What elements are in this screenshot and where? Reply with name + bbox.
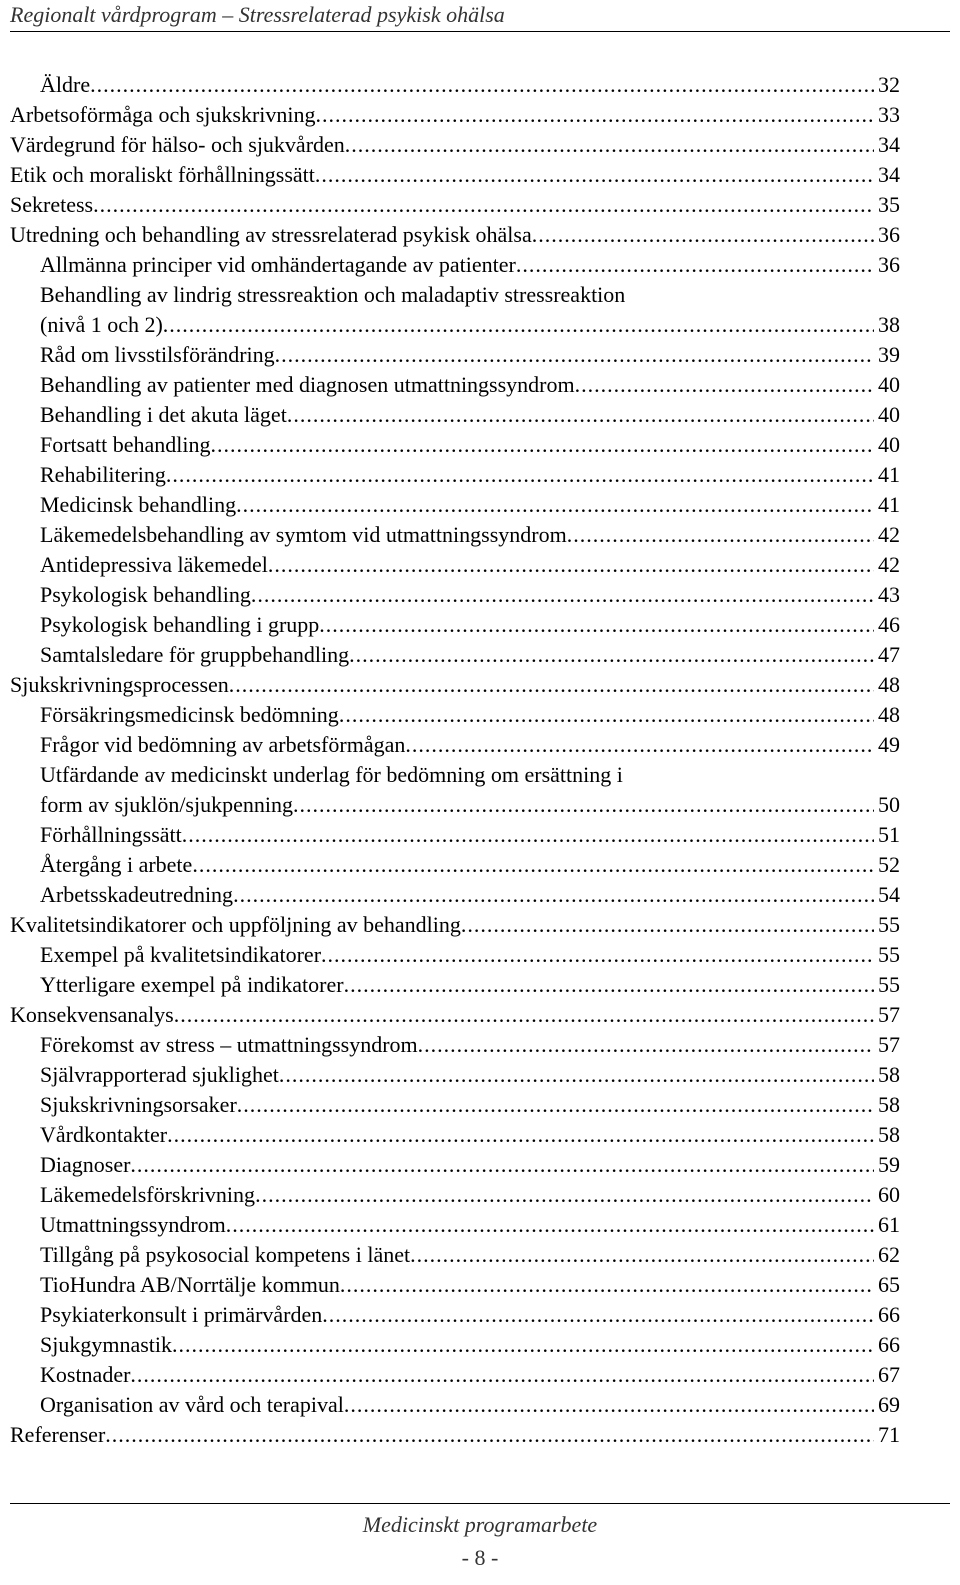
toc-entry[interactable] bbox=[10, 70, 900, 100]
toc-entry-page: 40 bbox=[878, 372, 900, 397]
toc-entry[interactable] bbox=[10, 910, 900, 940]
toc-entry[interactable] bbox=[10, 1390, 900, 1420]
toc-entry-page: 46 bbox=[878, 612, 900, 637]
dot-leader bbox=[90, 70, 874, 100]
dot-leader bbox=[163, 310, 874, 340]
dot-leader bbox=[167, 1120, 874, 1150]
toc-entry-title: form av sjuklön/sjukpenning bbox=[40, 792, 293, 817]
toc-entry-title: Behandling av lindrig stressreaktion och maladaptiv stressreaktion bbox=[40, 282, 626, 307]
toc-entry[interactable] bbox=[10, 1000, 900, 1030]
dot-leader bbox=[321, 940, 874, 970]
toc-entry[interactable] bbox=[10, 1270, 900, 1300]
toc-entry[interactable] bbox=[10, 280, 900, 310]
toc-entry-title: Behandling i det akuta läget bbox=[40, 402, 287, 427]
toc-entry-title: Diagnoser bbox=[40, 1152, 131, 1177]
dot-leader bbox=[344, 970, 874, 1000]
dot-leader bbox=[93, 190, 874, 220]
toc-entry-page: 34 bbox=[878, 162, 900, 187]
dot-leader bbox=[319, 610, 874, 640]
toc-entry-page: 60 bbox=[878, 1182, 900, 1207]
dot-leader bbox=[532, 220, 874, 250]
toc-entry-page: 35 bbox=[878, 192, 900, 217]
dot-leader bbox=[567, 520, 874, 550]
toc-entry-title: Behandling av patienter med diagnosen utmattningssyndrom bbox=[40, 372, 575, 397]
toc-entry-title: Sekretess bbox=[10, 192, 94, 217]
toc-entry[interactable] bbox=[10, 490, 900, 520]
toc-entry[interactable] bbox=[10, 640, 900, 670]
dot-leader bbox=[182, 820, 874, 850]
toc-entry-page: 57 bbox=[878, 1032, 900, 1057]
toc-entry[interactable] bbox=[10, 850, 900, 880]
dot-leader bbox=[405, 730, 874, 760]
dot-leader bbox=[255, 1180, 874, 1210]
toc-entry-title: Förhållningssätt bbox=[40, 822, 182, 847]
dot-leader bbox=[316, 100, 875, 130]
dot-leader bbox=[251, 580, 874, 610]
toc-entry[interactable] bbox=[10, 550, 900, 580]
toc-entry-title: Värdegrund för hälso- och sjukvården bbox=[10, 132, 345, 157]
toc-entry-page: 58 bbox=[878, 1122, 900, 1147]
toc-entry-page: 66 bbox=[878, 1302, 900, 1327]
toc-entry-page: 69 bbox=[878, 1392, 900, 1417]
toc-entry-page: 34 bbox=[878, 132, 900, 157]
toc-entry-page: 71 bbox=[878, 1422, 900, 1447]
toc-entry-title: Samtalsledare för gruppbehandling bbox=[40, 642, 350, 667]
toc-entry-page: 57 bbox=[878, 1002, 900, 1027]
toc-entry-title: Självrapporterad sjuklighet bbox=[40, 1062, 279, 1087]
dot-leader bbox=[410, 1240, 874, 1270]
dot-leader bbox=[174, 1000, 874, 1030]
toc-entry[interactable] bbox=[10, 250, 900, 280]
dot-leader bbox=[349, 640, 874, 670]
toc-entry-title: Utfärdande av medicinskt underlag för bedömning om ersättning i bbox=[40, 762, 623, 787]
dot-leader bbox=[210, 430, 874, 460]
toc-entry-title: Etik och moraliskt förhållningssätt bbox=[10, 162, 315, 187]
toc-entry-page: 36 bbox=[878, 252, 900, 277]
toc-entry-title: Antidepressiva läkemedel bbox=[40, 552, 268, 577]
toc-entry[interactable] bbox=[10, 1090, 900, 1120]
toc-entry-page: 41 bbox=[878, 492, 900, 517]
toc-entry-title: Referenser bbox=[10, 1422, 106, 1447]
dot-leader bbox=[418, 1030, 874, 1060]
toc-entry-title: Förekomst av stress – utmattningssyndrom bbox=[40, 1032, 418, 1057]
toc-entry[interactable] bbox=[10, 970, 900, 1000]
dot-leader bbox=[226, 1210, 874, 1240]
toc-entry[interactable] bbox=[10, 340, 900, 370]
toc-entry-title: Återgång i arbete bbox=[40, 852, 193, 877]
toc-entry-title: Rehabilitering bbox=[40, 462, 166, 487]
toc-entry[interactable] bbox=[10, 880, 900, 910]
dot-leader bbox=[340, 1270, 874, 1300]
toc-entry[interactable] bbox=[10, 1150, 900, 1180]
toc-entry-page: 42 bbox=[878, 522, 900, 547]
toc-entry-page: 32 bbox=[878, 72, 900, 97]
toc-entry-title: (nivå 1 och 2) bbox=[40, 312, 163, 337]
toc-entry[interactable] bbox=[10, 400, 900, 430]
toc-entry-page: 52 bbox=[878, 852, 900, 877]
toc-entry-page: 48 bbox=[878, 672, 900, 697]
table-of-contents bbox=[10, 70, 900, 1450]
toc-entry-title: Äldre bbox=[40, 72, 91, 97]
toc-entry[interactable] bbox=[10, 370, 900, 400]
toc-entry[interactable] bbox=[10, 1180, 900, 1210]
dot-leader bbox=[315, 160, 874, 190]
toc-entry[interactable] bbox=[10, 670, 900, 700]
toc-entry-title: Tillgång på psykosocial kompetens i länet bbox=[40, 1242, 411, 1267]
toc-entry[interactable] bbox=[10, 1360, 900, 1390]
dot-leader bbox=[105, 1420, 874, 1450]
toc-entry-page: 51 bbox=[878, 822, 900, 847]
toc-entry[interactable] bbox=[10, 1420, 900, 1450]
toc-entry[interactable] bbox=[10, 460, 900, 490]
page-header bbox=[10, 0, 950, 32]
footer-divider bbox=[10, 1503, 950, 1504]
toc-entry-page: 58 bbox=[878, 1062, 900, 1087]
toc-entry-page: 39 bbox=[878, 342, 900, 367]
header-title: Regionalt vårdprogram – Stressrelaterad psykisk ohälsa bbox=[10, 2, 505, 27]
toc-entry-page: 48 bbox=[878, 702, 900, 727]
toc-entry[interactable] bbox=[10, 1030, 900, 1060]
toc-entry-title: Arbetsskadeutredning bbox=[40, 882, 234, 907]
dot-leader bbox=[322, 1300, 874, 1330]
toc-entry-page: 38 bbox=[878, 312, 900, 337]
toc-entry[interactable] bbox=[10, 160, 900, 190]
toc-entry-title: Medicinsk behandling bbox=[40, 492, 237, 517]
toc-entry[interactable] bbox=[10, 1330, 900, 1360]
dot-leader bbox=[275, 340, 874, 370]
dot-leader bbox=[575, 370, 874, 400]
toc-entry-title: Allmänna principer vid omhändertagande av patienter bbox=[40, 252, 516, 277]
dot-leader bbox=[293, 790, 874, 820]
toc-entry[interactable] bbox=[10, 190, 900, 220]
toc-entry[interactable] bbox=[10, 1120, 900, 1150]
toc-entry-title: Läkemedelsförskrivning bbox=[40, 1182, 256, 1207]
toc-entry-title: Ytterligare exempel på indikatorer bbox=[40, 972, 344, 997]
toc-entry[interactable] bbox=[10, 790, 900, 820]
toc-entry-title: Psykologisk behandling bbox=[40, 582, 251, 607]
toc-entry-title: TioHundra AB/Norrtälje kommun bbox=[40, 1272, 340, 1297]
toc-entry-page: 36 bbox=[878, 222, 900, 247]
toc-entry[interactable] bbox=[10, 730, 900, 760]
dot-leader bbox=[339, 700, 874, 730]
dot-leader bbox=[268, 550, 874, 580]
toc-entry[interactable] bbox=[10, 610, 900, 640]
toc-entry-page: 54 bbox=[878, 882, 900, 907]
toc-entry-title: Försäkringsmedicinsk bedömning bbox=[40, 702, 339, 727]
toc-entry-title: Arbetsoförmåga och sjukskrivning bbox=[10, 102, 316, 127]
toc-entry-title: Sjukskrivningsprocessen bbox=[10, 672, 229, 697]
toc-entry-page: 33 bbox=[878, 102, 900, 127]
toc-entry-title: Organisation av vård och terapival bbox=[40, 1392, 344, 1417]
toc-entry[interactable] bbox=[10, 1300, 900, 1330]
toc-entry-title: Utredning och behandling av stressrelaterad psykisk ohälsa bbox=[10, 222, 532, 247]
toc-entry[interactable] bbox=[10, 760, 900, 790]
toc-entry[interactable] bbox=[10, 580, 900, 610]
dot-leader bbox=[344, 1390, 874, 1420]
toc-entry-page: 58 bbox=[878, 1092, 900, 1117]
toc-entry-title: Psykologisk behandling i grupp bbox=[40, 612, 320, 637]
toc-entry-title: Fortsatt behandling bbox=[40, 432, 211, 457]
dot-leader bbox=[192, 850, 874, 880]
toc-entry-page: 67 bbox=[878, 1362, 900, 1387]
toc-entry-title: Psykiaterkonsult i primärvården bbox=[40, 1302, 323, 1327]
toc-entry-page: 40 bbox=[878, 402, 900, 427]
toc-entry-title: Vårdkontakter bbox=[40, 1122, 168, 1147]
toc-entry-title: Exempel på kvalitetsindikatorer bbox=[40, 942, 322, 967]
dot-leader bbox=[229, 670, 874, 700]
dot-leader bbox=[130, 1360, 874, 1390]
dot-leader bbox=[461, 910, 874, 940]
toc-entry-page: 59 bbox=[878, 1152, 900, 1177]
dot-leader bbox=[279, 1060, 874, 1090]
toc-entry[interactable] bbox=[10, 940, 900, 970]
toc-entry-page: 47 bbox=[878, 642, 900, 667]
dot-leader bbox=[172, 1330, 874, 1360]
dot-leader bbox=[237, 1090, 874, 1120]
toc-entry-title: Sjukskrivningsorsaker bbox=[40, 1092, 237, 1117]
toc-entry[interactable] bbox=[10, 430, 900, 460]
toc-entry-title: Kvalitetsindikatorer och uppföljning av behandling bbox=[10, 912, 461, 937]
toc-entry[interactable] bbox=[10, 130, 900, 160]
toc-entry[interactable] bbox=[10, 220, 900, 250]
toc-entry[interactable] bbox=[10, 820, 900, 850]
toc-entry[interactable] bbox=[10, 1210, 900, 1240]
toc-entry-page: 62 bbox=[878, 1242, 900, 1267]
dot-leader bbox=[516, 250, 874, 280]
toc-entry-page: 49 bbox=[878, 732, 900, 757]
toc-entry[interactable] bbox=[10, 1060, 900, 1090]
toc-entry-title: Konsekvensanalys bbox=[10, 1002, 174, 1027]
toc-entry[interactable] bbox=[10, 700, 900, 730]
toc-entry-title: Utmattningssyndrom bbox=[40, 1212, 226, 1237]
toc-entry-page: 65 bbox=[878, 1272, 900, 1297]
toc-entry-page: 55 bbox=[878, 912, 900, 937]
toc-entry-title: Läkemedelsbehandling av symtom vid utmattningssyndrom bbox=[40, 522, 567, 547]
toc-entry[interactable] bbox=[10, 310, 900, 340]
toc-entry-title: Frågor vid bedömning av arbetsförmågan bbox=[40, 732, 406, 757]
page-number: - 8 - bbox=[461, 1545, 499, 1570]
dot-leader bbox=[166, 460, 874, 490]
toc-entry[interactable] bbox=[10, 520, 900, 550]
toc-entry-page: 61 bbox=[878, 1212, 900, 1237]
toc-entry-page: 40 bbox=[878, 432, 900, 457]
dot-leader bbox=[345, 130, 874, 160]
toc-entry-page: 43 bbox=[878, 582, 900, 607]
toc-entry[interactable] bbox=[10, 1240, 900, 1270]
toc-entry-page: 42 bbox=[878, 552, 900, 577]
toc-entry-title: Kostnader bbox=[40, 1362, 131, 1387]
toc-entry[interactable] bbox=[10, 100, 900, 130]
toc-entry-page: 55 bbox=[878, 972, 900, 997]
toc-entry-page: 66 bbox=[878, 1332, 900, 1357]
toc-entry-page: 41 bbox=[878, 462, 900, 487]
footer-title: Medicinskt programarbete bbox=[362, 1512, 598, 1537]
dot-leader bbox=[233, 880, 874, 910]
toc-entry-page: 50 bbox=[878, 792, 900, 817]
toc-entry-title: Råd om livsstilsförändring bbox=[40, 342, 275, 367]
toc-entry-page: 55 bbox=[878, 942, 900, 967]
dot-leader bbox=[287, 400, 874, 430]
toc-entry-title: Sjukgymnastik bbox=[40, 1332, 173, 1357]
dot-leader bbox=[236, 490, 874, 520]
dot-leader bbox=[130, 1150, 874, 1180]
